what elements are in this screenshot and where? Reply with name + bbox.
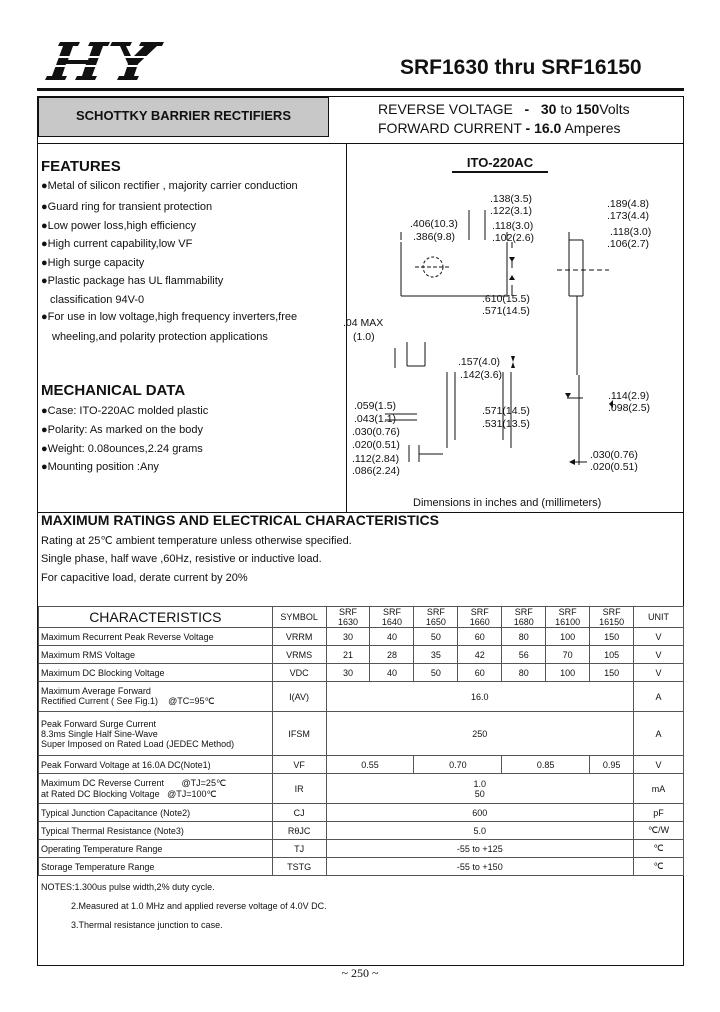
table-row: [39, 756, 684, 774]
note-2: 2.Measured at 1.0 MHz and applied reverse voltage of 4.0V DC.: [71, 901, 327, 911]
part-range-title: SRF1630 thru SRF16150: [400, 56, 642, 79]
feature-item: ●High surge capacity: [41, 257, 145, 269]
dim-label: .030(0.76): [590, 449, 638, 461]
dim-label: .386(9.8): [413, 231, 456, 243]
row-label: Peak Forward Voltage at 16.0A DC(Note1): [39, 756, 273, 774]
cell-value: 1.0 50: [326, 774, 633, 804]
arrow-marker: [565, 393, 571, 398]
cell-value: 80: [502, 664, 546, 682]
page-number: ~ 250 ~: [341, 966, 379, 980]
dim-label: .106(2.7): [607, 238, 650, 250]
cell-value: 5.0: [326, 822, 633, 840]
cell-unit: V: [634, 628, 684, 646]
dim-label: .112(2.84): [352, 453, 400, 465]
characteristics-table: [38, 606, 684, 876]
ratings-title: MAXIMUM RATINGS AND ELECTRICAL CHARACTERISTICS: [41, 512, 439, 528]
dim-label: .086(2.24): [352, 465, 400, 477]
dim-label: .118(3.0): [492, 220, 534, 232]
header-part: SRF 1680: [502, 607, 546, 628]
table-row: [39, 712, 684, 756]
cell-value: 30: [326, 664, 370, 682]
row-symbol: RθJC: [272, 822, 326, 840]
header-characteristics: CHARACTERISTICS: [39, 607, 273, 628]
cell-value: 40: [370, 628, 414, 646]
row-symbol: TSTG: [272, 858, 326, 876]
dim-label: .406(10.3): [410, 218, 458, 230]
cell-value: 50: [414, 664, 458, 682]
arrow-marker: [509, 257, 515, 262]
table-row: [39, 774, 684, 804]
row-label: Operating Temperature Range: [39, 840, 273, 858]
header-part: SRF 1640: [370, 607, 414, 628]
row-label: Maximum DC Blocking Voltage: [39, 664, 273, 682]
cell-value: 250: [326, 712, 633, 756]
table-row: [39, 682, 684, 712]
cell-unit: ℃: [634, 858, 684, 876]
cell-value: 28: [370, 646, 414, 664]
dim-label: .04 MAX: [343, 317, 384, 329]
feature-item: ●For use in low voltage,high frequency inverters,free: [41, 311, 298, 323]
cell-value: 70: [546, 646, 590, 664]
row-label: Peak Forward Surge Current 8.3ms Single Half Sine-Wave Super Imposed on Rated Load (JEDEC Method): [39, 712, 273, 756]
feature-item: ●Plastic package has UL flammability: [41, 275, 224, 287]
ratings-line: Rating at 25℃ ambient temperature unless otherwise specified.: [41, 535, 352, 547]
cell-value: 100: [546, 664, 590, 682]
feature-item: wheeling,and polarity protection applications: [52, 331, 268, 343]
feature-item: ●High current capability,low VF: [41, 238, 193, 250]
ratings-line: Single phase, half wave ,60Hz, resistive or inductive load.: [41, 553, 322, 565]
cell-value: 50: [414, 628, 458, 646]
cell-unit: A: [634, 682, 684, 712]
cell-value: 35: [414, 646, 458, 664]
reverse-voltage-line: [378, 101, 630, 117]
cell-value: 60: [458, 628, 502, 646]
feature-item: ●Metal of silicon rectifier , majority carrier conduction: [41, 180, 298, 192]
package-name: ITO-220AC: [452, 155, 548, 173]
cell-value: 56: [502, 646, 546, 664]
table-row: [39, 840, 684, 858]
cell-value: 100: [546, 628, 590, 646]
dim-label: .020(0.51): [352, 439, 400, 451]
dim-label: .098(2.5): [608, 402, 651, 414]
ratings-line: For capacitive load, derate current by 20%: [41, 572, 248, 584]
row-label: Maximum RMS Voltage: [39, 646, 273, 664]
row-symbol: CJ: [272, 804, 326, 822]
cell-value: 0.55: [326, 756, 414, 774]
cell-value: 42: [458, 646, 502, 664]
table-header-row: [39, 607, 684, 628]
fc-label: FORWARD CURRENT: [378, 120, 522, 136]
header-part: SRF 1630: [326, 607, 370, 628]
row-label: Storage Temperature Range: [39, 858, 273, 876]
cell-value: 60: [458, 664, 502, 682]
cell-unit: ℃: [634, 840, 684, 858]
feature-item: ●Low power loss,high efficiency: [41, 220, 197, 232]
cell-value: -55 to +150: [326, 858, 633, 876]
fc-value: 16.0: [534, 120, 562, 136]
cell-unit: V: [634, 646, 684, 664]
cell-value: 21: [326, 646, 370, 664]
header-symbol: SYMBOL: [272, 607, 326, 628]
rv-value2: 150: [575, 101, 600, 117]
table-row: [39, 858, 684, 876]
dim-label: .531(13.5): [482, 418, 530, 430]
note-1: NOTES:1.300us pulse width,2% duty cycle.: [41, 882, 215, 892]
table-row: [39, 664, 684, 682]
row-label: Maximum Recurrent Peak Reverse Voltage: [39, 628, 273, 646]
feature-item: classification 94V-0: [50, 294, 145, 306]
cell-value: 0.70: [414, 756, 502, 774]
dim-label: .157(4.0): [458, 356, 501, 368]
dim-label: .114(2.9): [608, 390, 650, 402]
cell-value: 150: [590, 664, 634, 682]
mechanical-item: ●Weight: 0.08ounces,2.24 grams: [41, 443, 203, 455]
cell-unit: V: [634, 756, 684, 774]
header-part: SRF 1650: [414, 607, 458, 628]
feature-item: ●Guard ring for transient protection: [41, 201, 213, 213]
mechanical-title: MECHANICAL DATA: [41, 382, 186, 399]
dim-label: .059(1.5): [354, 400, 397, 412]
table-row: [39, 646, 684, 664]
row-label: Maximum DC Reverse Current @TJ=25℃ at Rated DC Blocking Voltage @TJ=100℃: [39, 774, 273, 804]
dim-label: .610(15.5): [482, 293, 530, 305]
cell-value: 600: [326, 804, 633, 822]
arrow-marker: [569, 459, 575, 465]
row-symbol: VRMS: [272, 646, 326, 664]
hy-logo: [40, 38, 175, 82]
note-3: 3.Thermal resistance junction to case.: [71, 920, 223, 930]
dim-label: .571(14.5): [482, 305, 530, 317]
row-label: Typical Junction Capacitance (Note2): [39, 804, 273, 822]
dim-label: .122(3.1): [490, 205, 533, 217]
row-label: Maximum Average Forward Rectified Current ( See Fig.1) @TC=95℃: [39, 682, 273, 712]
cell-unit: V: [634, 664, 684, 682]
row-symbol: IR: [272, 774, 326, 804]
row-symbol: VDC: [272, 664, 326, 682]
cell-value: 40: [370, 664, 414, 682]
rv-to: to: [560, 101, 573, 117]
row-label: Typical Thermal Resistance (Note3): [39, 822, 273, 840]
dim-label: .030(0.76): [352, 426, 400, 438]
table-row: [39, 628, 684, 646]
title-rule: [37, 88, 684, 91]
table-row: [39, 822, 684, 840]
dim-label: .102(2.6): [492, 232, 535, 244]
header-unit: UNIT: [634, 607, 684, 628]
cell-unit: ℃/W: [634, 822, 684, 840]
cell-value: 0.85: [502, 756, 590, 774]
dimension-note: Dimensions in inches and (millimeters): [413, 497, 602, 509]
cell-value: -55 to +125: [326, 840, 633, 858]
fc-dash: -: [525, 120, 531, 136]
table-row: [39, 804, 684, 822]
cell-value: 30: [326, 628, 370, 646]
row-symbol: VF: [272, 756, 326, 774]
arrow-marker: [511, 356, 515, 362]
row-symbol: TJ: [272, 840, 326, 858]
dim-label: .043(1.1): [354, 413, 397, 425]
cell-value: 105: [590, 646, 634, 664]
rv-value: 30: [540, 101, 557, 117]
rv-dash: -: [524, 101, 530, 117]
header-part: SRF 1660: [458, 607, 502, 628]
divider: [37, 143, 684, 144]
cell-value: 80: [502, 628, 546, 646]
row-symbol: I(AV): [272, 682, 326, 712]
header-part: SRF 16100: [546, 607, 590, 628]
features-title: FEATURES: [41, 158, 121, 175]
row-symbol: VRRM: [272, 628, 326, 646]
mechanical-item: ●Case: ITO-220AC molded plastic: [41, 405, 209, 417]
mechanical-item: ●Polarity: As marked on the body: [41, 424, 203, 436]
arrow-marker: [509, 275, 515, 280]
cell-unit: mA: [634, 774, 684, 804]
dim-label: .189(4.8): [607, 198, 650, 210]
dim-label: .138(3.5): [490, 193, 533, 205]
fc-unit: Amperes: [564, 120, 621, 136]
row-symbol: IFSM: [272, 712, 326, 756]
cell-value: 0.95: [590, 756, 634, 774]
dim-label: .142(3.6): [460, 369, 503, 381]
cell-unit: A: [634, 712, 684, 756]
dim-label: .020(0.51): [590, 461, 638, 473]
cell-value: 16.0: [326, 682, 633, 712]
arrow-marker: [511, 362, 515, 368]
rv-label: REVERSE VOLTAGE: [378, 101, 513, 117]
dim-label: .571(14.5): [482, 405, 530, 417]
cell-value: 150: [590, 628, 634, 646]
banner-title: SCHOTTKY BARRIER RECTIFIERS: [76, 108, 291, 123]
forward-current-line: [378, 120, 621, 136]
mechanical-item: ●Mounting position :Any: [41, 461, 159, 473]
dim-label: (1.0): [353, 331, 375, 343]
cell-unit: pF: [634, 804, 684, 822]
dim-label: .173(4.4): [607, 210, 650, 222]
header-part: SRF 16150: [590, 607, 634, 628]
dim-label: .118(3.0): [610, 226, 652, 238]
rv-unit: Volts: [599, 101, 630, 117]
